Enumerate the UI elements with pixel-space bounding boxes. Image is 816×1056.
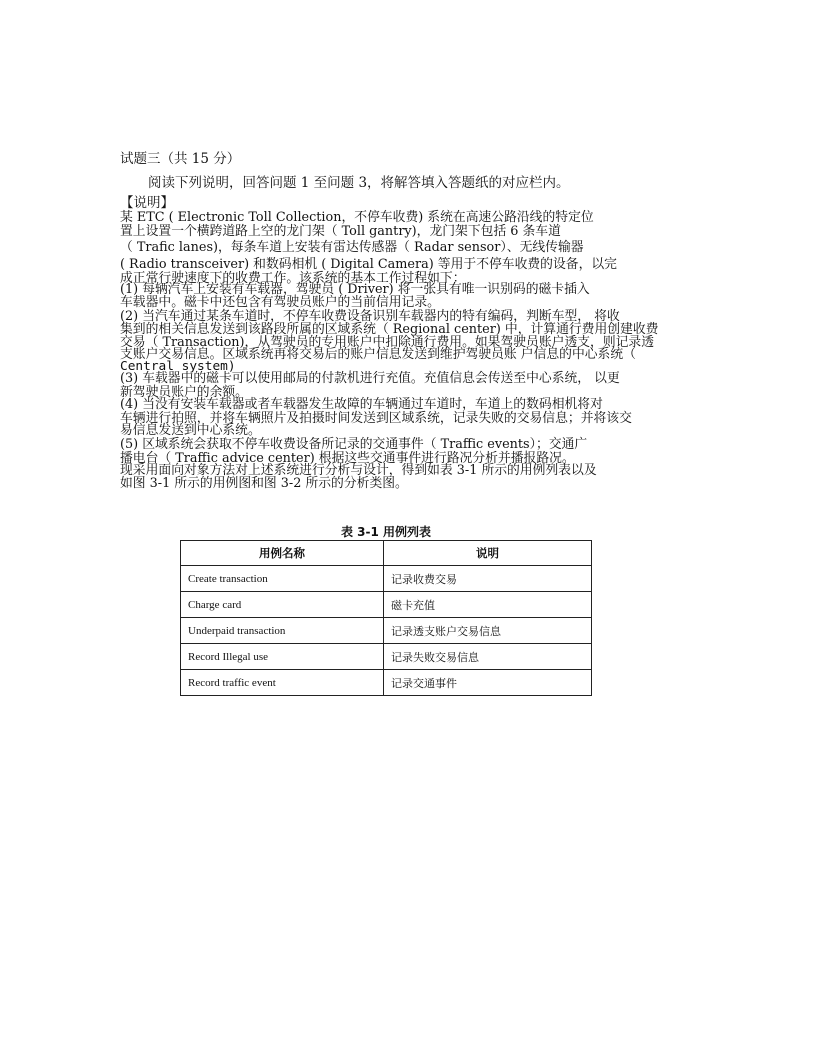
use-case-name-cell: Create transaction [181, 566, 384, 592]
table-header-row [181, 541, 592, 566]
table-row [181, 566, 592, 592]
description-line: 集到的相关信息发送到该路段所属的区域系统（ Regional center) 中，计算通行费用创建收费 [120, 322, 659, 337]
table-row [181, 644, 592, 670]
description-line: （ Trafic lanes)，每条车道上安装有雷达传感器（ Radar sensor）、无线传输器 [120, 240, 584, 255]
description-line: (5) 区域系统会获取不停车收费设备所记录的交通事件（ Traffic events）；交通广 [120, 437, 588, 452]
description-line: ( Radio transceiver) 和数码相机 ( Digital Camera) 等用于不停车收费的设备，以完 [120, 257, 617, 272]
use-case-name-cell: Record Illegal use [181, 644, 384, 670]
question-intro: 阅读下列说明，回答问题 1 至问题 3，将解答填入答题纸的对应栏内。 [148, 175, 570, 191]
description-heading: 【说明】 [120, 195, 174, 211]
use-case-description-cell: 记录交通事件 [384, 670, 592, 696]
description-line: 置上设置一个横跨道路上空的龙门架（ Toll gantry)，龙门架下包括 6 条车道 [120, 224, 561, 239]
use-case-description-cell: 记录收费交易 [384, 566, 592, 592]
description-line: 如图 3-1 所示的用例图和图 3-2 所示的分析类图。 [120, 476, 408, 491]
column-header-description: 说明 [384, 541, 592, 566]
description-line: 现采用面向对象方法对上述系统进行分析与设计，得到如表 3-1 所示的用例列表以及 [120, 463, 597, 478]
description-line: 易信息发送到中心系统。 [120, 423, 261, 438]
description-line: 成正常行驶速度下的收费工作。该系统的基本工作过程如下： [120, 271, 466, 286]
description-line: (2) 当汽车通过某条车道时，不停车收费设备识别车载器内的特有编码，判断车型， 将收 [120, 309, 620, 324]
table-row [181, 618, 592, 644]
use-case-name-cell: Underpaid transaction [181, 618, 384, 644]
description-line: 新驾驶员账户的余额。 [120, 385, 248, 400]
table-caption: 表 3-1 用例列表 [340, 525, 432, 539]
description-line: (4) 当没有安装车载器或者车载器发生故障的车辆通过车道时，车道上的数码相机将对 [120, 397, 603, 412]
description-line: Central system) [120, 359, 236, 374]
description-line: 车辆进行拍照，并将车辆照片及拍摄时间发送到区域系统，记录失败的交易信息；并将该交 [120, 411, 632, 426]
table-row [181, 670, 592, 696]
question-title: 试题三（共 15 分） [120, 151, 241, 167]
table-row [181, 592, 592, 618]
description-line: 车载器中。磁卡中还包含有驾驶员账户的当前信用记录。 [120, 295, 440, 310]
description-line: 播电台（ Traffic advice center) 根据这些交通事件进行路况分析并播报路况。 [120, 451, 575, 466]
use-case-name-cell: Record traffic event [181, 670, 384, 696]
description-line: (3) 车载器中的磁卡可以使用邮局的付款机进行充值。充值信息会传送至中心系统， 以更 [120, 371, 620, 386]
description-line: 交易（ Transaction)，从驾驶员的专用账户中扣除通行费用。如果驾驶员账户透支，则记录透 [120, 335, 655, 350]
description-line: (1) 每辆汽车上安装有车载器，驾驶员 ( Driver) 将一张具有唯一识别码的磁卡插入 [120, 282, 590, 297]
use-case-name-cell: Charge card [181, 592, 384, 618]
description-line: 支账户交易信息。区域系统再将交易后的账户信息发送到维护驾驶员账 户信息的中心系统（ [120, 347, 636, 362]
use-case-description-cell: 记录失败交易信息 [384, 644, 592, 670]
description-line: 某 ETC ( Electronic Toll Collection，不停车收费) 系统在高速公路沿线的特定位 [120, 210, 594, 225]
column-header-use-case-name: 用例名称 [181, 541, 384, 566]
use-case-description-cell: 记录透支账户交易信息 [384, 618, 592, 644]
use-case-description-cell: 磁卡充值 [384, 592, 592, 618]
use-case-table [180, 540, 592, 696]
